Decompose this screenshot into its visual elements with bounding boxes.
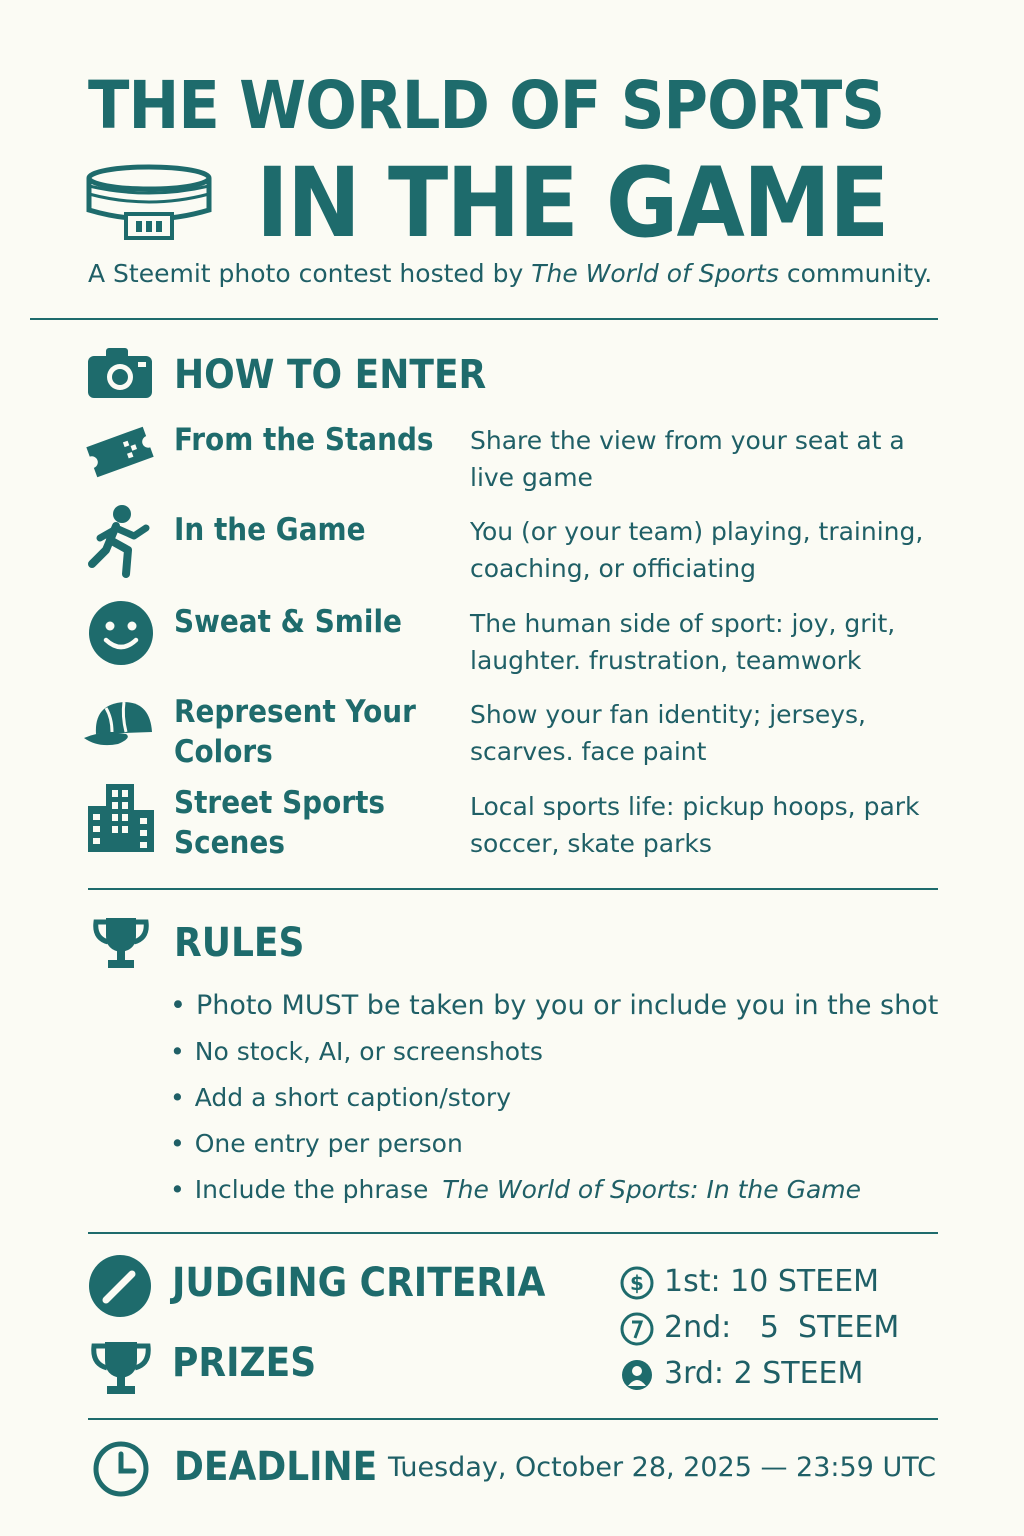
trophy-icon	[90, 1340, 152, 1396]
how-to-enter-heading: HOW TO ENTER	[174, 352, 487, 398]
deadline-date: Tuesday, October 28, 2025 — 23:59 UTC	[388, 1452, 936, 1483]
prize-third	[664, 1354, 863, 1394]
prize-place: 3rd:	[664, 1356, 725, 1391]
bullet: •	[170, 990, 186, 1021]
page-title-line1: THE WORLD OF SPORTS	[88, 67, 885, 144]
pencil-circle-icon	[88, 1254, 152, 1318]
prize-first	[664, 1262, 879, 1302]
stadium-icon	[86, 164, 212, 240]
divider	[88, 888, 938, 890]
prizes-heading: PRIZES	[172, 1340, 317, 1386]
divider	[88, 1418, 938, 1420]
page-title-line2: IN THE GAME	[256, 147, 888, 259]
subtitle	[88, 256, 988, 292]
subtitle-prefix: A Steemit photo contest hosted by	[88, 259, 532, 288]
rule-text: One entry per person	[194, 1129, 463, 1158]
subtitle-community: The World of Sports	[531, 259, 779, 288]
prize-currency: STEEM	[777, 1264, 880, 1299]
category-name: Represent Your Colors	[174, 694, 416, 770]
category-description: Share the view from your seat at a live game	[470, 426, 905, 492]
prize-amount: 5	[759, 1310, 779, 1345]
smiley-icon	[88, 600, 154, 666]
prize-amount: 2	[733, 1356, 753, 1391]
rule-item	[170, 988, 938, 1024]
ticket-icon	[86, 420, 154, 484]
rule-item	[170, 1172, 861, 1208]
rule-item	[170, 1034, 543, 1070]
bullet: •	[170, 1037, 185, 1066]
divider	[88, 1232, 938, 1234]
category-description: The human side of sport: joy, grit, laughter. frustration, teamwork	[470, 609, 896, 675]
judging-heading: JUDGING CRITERIA	[172, 1260, 546, 1306]
person-circle-icon	[620, 1358, 654, 1392]
divider	[30, 318, 938, 320]
category-description: You (or your team) playing, training, coaching, or officiating	[470, 517, 924, 583]
svg-text:$: $	[630, 1271, 644, 1295]
rule-text: Add a short caption/story	[194, 1083, 511, 1112]
prize-currency: STEEM	[798, 1310, 900, 1345]
bullet: •	[170, 1083, 185, 1112]
subtitle-suffix: community.	[778, 259, 933, 288]
camera-icon	[88, 348, 152, 398]
prize-second	[664, 1308, 899, 1348]
category-name: In the Game	[174, 512, 366, 548]
rule-text: Include the phrase	[194, 1175, 429, 1204]
prize-currency: STEEM	[762, 1356, 864, 1391]
cap-icon	[82, 698, 154, 750]
prize-amount: 10	[730, 1264, 769, 1299]
category-name: From the Stands	[174, 422, 434, 458]
rule-text: Photo MUST be taken by you or include you in the shot	[195, 990, 939, 1021]
buildings-icon	[88, 784, 156, 852]
category-description: Show your fan identity; jerseys, scarves. face paint	[470, 700, 867, 766]
category-description: Local sports life: pickup hoops, park soccer, skate parks	[470, 792, 920, 858]
bullet: •	[170, 1129, 185, 1158]
prize-place: 2nd:	[664, 1310, 732, 1345]
medal-circle-icon	[620, 1312, 654, 1346]
rule-item	[170, 1080, 511, 1116]
dollar-circle-icon	[620, 1266, 654, 1300]
trophy-icon	[92, 916, 150, 970]
rule-item	[170, 1126, 463, 1162]
clock-icon	[92, 1440, 150, 1498]
rule-text: No stock, AI, or screenshots	[194, 1037, 543, 1066]
runner-icon	[86, 504, 152, 578]
category-name: Sweat & Smile	[174, 604, 402, 640]
rule-phrase: The World of Sports: In the Game	[442, 1175, 862, 1204]
rules-heading: RULES	[174, 920, 305, 966]
deadline-heading: DEADLINE	[174, 1444, 378, 1490]
category-name: Street Sports Scenes	[174, 785, 386, 861]
bullet: •	[170, 1175, 185, 1204]
prize-place: 1st:	[664, 1264, 721, 1299]
